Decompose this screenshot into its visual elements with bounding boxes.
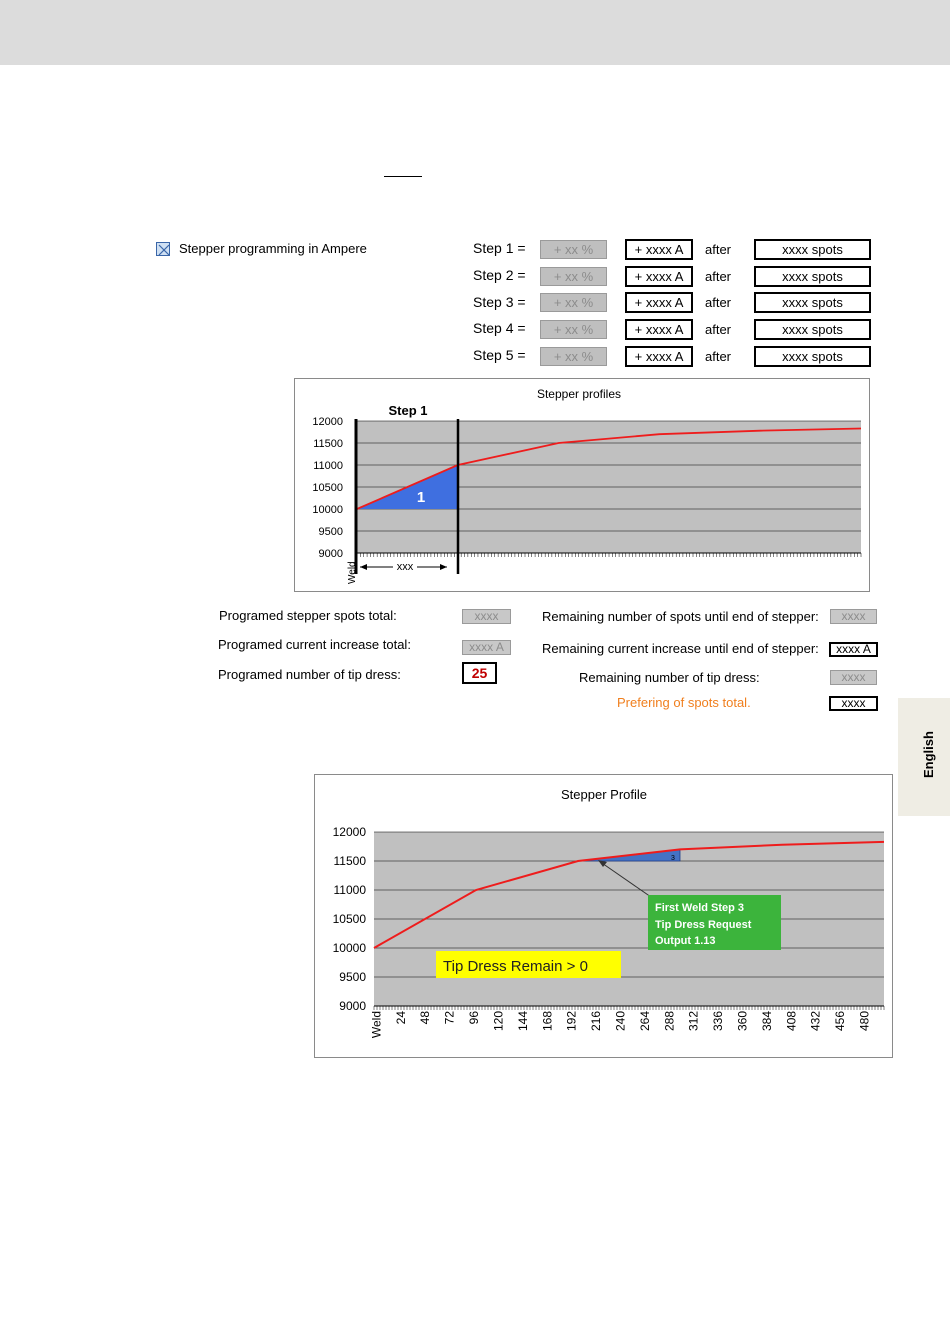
checkbox-x-icon (157, 243, 171, 257)
ampere-checkbox[interactable] (156, 242, 170, 256)
spots-total-label: Programed stepper spots total: (219, 608, 397, 623)
x-tick-label: 120 (491, 1011, 506, 1032)
y-tick-label: 11500 (333, 854, 366, 868)
after-label: after (705, 295, 732, 310)
step-label: Step 3 = (473, 294, 526, 310)
step-amp-field[interactable]: + xxxx A (625, 346, 693, 367)
y-tick-label: 11500 (313, 438, 343, 450)
stepper-profile-svg (315, 775, 894, 1059)
after-label: after (705, 242, 732, 257)
step-percent-field[interactable]: + xx % (540, 293, 607, 312)
remaining-spots-field[interactable]: xxxx (830, 609, 877, 624)
after-label: after (705, 269, 732, 284)
step-spots-field[interactable]: xxxx spots (754, 319, 871, 340)
after-label: after (705, 322, 732, 337)
step-title: Step 1 (388, 403, 428, 418)
underline-mark (384, 176, 422, 177)
y-tick-label: 10000 (332, 941, 366, 955)
step-label: Step 1 = (473, 240, 526, 256)
x-tick-label: 96 (467, 1011, 482, 1025)
x-tick-label: 480 (857, 1011, 872, 1032)
remaining-tip-field[interactable]: xxxx (830, 670, 877, 685)
tip-dress-remain-label: Tip Dress Remain > 0 (443, 958, 588, 975)
checkbox-label: Stepper programming in Ampere (179, 241, 367, 256)
y-tick-label: 12000 (312, 416, 343, 428)
x-tick-label: 72 (442, 1011, 457, 1025)
x-tick-label: 360 (735, 1011, 750, 1032)
x-tick-label: 192 (564, 1011, 579, 1032)
step-spots-field[interactable]: xxxx spots (754, 346, 871, 367)
x-tick-label: 240 (613, 1011, 628, 1032)
step-percent-field[interactable]: + xx % (540, 320, 607, 339)
chart-title: Stepper Profile (561, 787, 647, 802)
after-label: after (705, 349, 732, 364)
area-label: 1 (416, 489, 426, 506)
current-total-label: Programed current increase total: (218, 637, 411, 652)
step-label: Step 5 = (473, 347, 526, 363)
step-percent-field[interactable]: + xx % (540, 240, 607, 259)
y-tick-label: 11000 (313, 460, 343, 472)
x-tick-label: 312 (686, 1011, 701, 1032)
y-tick-label: 9000 (339, 999, 366, 1013)
stepper-profiles-svg (295, 379, 871, 593)
y-tick-label: 10000 (312, 504, 343, 516)
language-tab-label: English (921, 731, 936, 778)
y-tick-label: 10500 (332, 912, 366, 926)
x-tick-label: 24 (393, 1011, 408, 1025)
callout-line-3: Output 1.13 (655, 935, 716, 947)
chart-title: Stepper profiles (536, 387, 622, 401)
step-spots-field[interactable]: xxxx spots (754, 292, 871, 313)
callout-line-2: Tip Dress Request (655, 919, 752, 931)
remaining-current-field[interactable]: xxxx A (829, 642, 878, 657)
x-tick-label: 216 (589, 1011, 604, 1032)
x-tick-label: 408 (784, 1011, 799, 1032)
current-total-field[interactable]: xxxx A (462, 640, 511, 655)
callout-line-1: First Weld Step 3 (655, 902, 745, 914)
step-label: Step 4 = (473, 320, 526, 336)
y-tick-label: 9000 (318, 548, 343, 560)
step-amp-field[interactable]: + xxxx A (625, 319, 693, 340)
stepper-profile-chart (314, 774, 893, 1058)
step-amp-field[interactable]: + xxxx A (625, 266, 693, 287)
y-tick-label: 10500 (312, 482, 343, 494)
y-tick-label: 12000 (332, 825, 366, 839)
y-tick-label: 9500 (318, 526, 343, 538)
tip-dress-label: Programed number of tip dress: (218, 667, 401, 682)
y-tick-label: 11000 (333, 883, 366, 897)
x-tick-label: 168 (540, 1011, 555, 1032)
x-tick-label: 456 (833, 1011, 848, 1032)
step-amp-field[interactable]: + xxxx A (625, 239, 693, 260)
prefering-label: Prefering of spots total. (617, 695, 751, 710)
span-label: xxx (396, 561, 414, 573)
x-tick-label: 336 (711, 1011, 726, 1032)
x-tick-label: 432 (808, 1011, 823, 1032)
x-axis-label: Weld (347, 561, 358, 584)
area-label: 3 (671, 855, 675, 862)
page-header-band (0, 0, 950, 65)
y-tick-label: 9500 (339, 970, 366, 984)
spots-total-field[interactable]: xxxx (462, 609, 511, 624)
step-percent-field[interactable]: + xx % (540, 267, 607, 286)
remaining-spots-label: Remaining number of spots until end of stepper: (542, 609, 819, 624)
remaining-current-label: Remaining current increase until end of stepper: (542, 641, 819, 656)
x-tick-label: 48 (418, 1011, 433, 1025)
remaining-tip-label: Remaining number of tip dress: (579, 670, 760, 685)
step-spots-field[interactable]: xxxx spots (754, 239, 871, 260)
step-percent-field[interactable]: + xx % (540, 347, 607, 366)
step-spots-field[interactable]: xxxx spots (754, 266, 871, 287)
step-amp-field[interactable]: + xxxx A (625, 292, 693, 313)
x-tick-label: 144 (515, 1011, 530, 1032)
stepper-profiles-chart (294, 378, 870, 592)
x-tick-label: 264 (637, 1011, 652, 1032)
x-tick-label: 384 (759, 1011, 774, 1032)
prefering-field[interactable]: xxxx (829, 696, 878, 711)
x-tick-label: Weld (369, 1011, 384, 1039)
x-tick-label: 288 (662, 1011, 677, 1032)
tip-dress-field[interactable]: 25 (462, 662, 497, 684)
step-label: Step 2 = (473, 267, 526, 283)
